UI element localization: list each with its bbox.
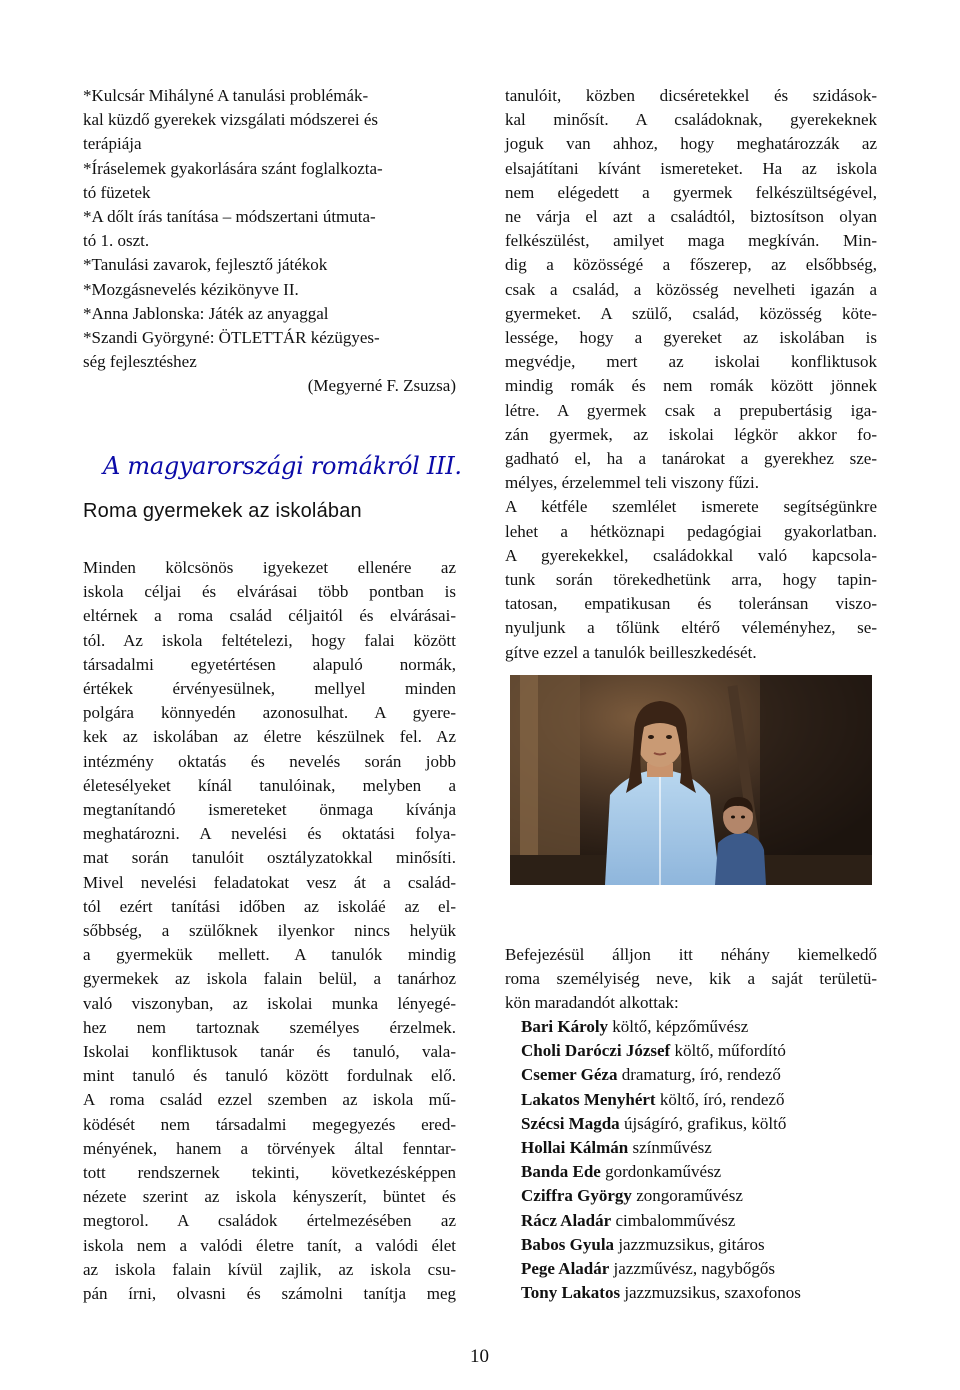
page-number: 10 — [470, 1346, 489, 1367]
person-name: Banda Ede — [521, 1162, 601, 1182]
article-title: A magyarországi romákról III. — [103, 452, 462, 480]
body-line: tatosan, empatikusan és toleránsan viszo- — [505, 594, 877, 614]
body-line: intézmény oktatás és nevelés során jobb — [83, 751, 456, 771]
reference-line: *Mozgásnevelés kézikönyve II. — [83, 279, 299, 299]
list-item — [521, 1112, 881, 1136]
body-line: kek az iskolában az életre készülnek fel. Az — [83, 727, 456, 747]
article-subtitle: Roma gyermekek az iskolában — [83, 500, 362, 522]
person-role: jazzművész, nagybőgős — [609, 1259, 775, 1279]
reference-line: *Anna Jablonska: Játék az anyaggal — [83, 303, 329, 323]
person-name: Choli Daróczi József — [521, 1041, 671, 1061]
body-line: tott rendszernek tekinti, következésképpen — [83, 1163, 456, 1183]
body-line: elsajátítani kívánt ismereteket. Ha az iskola — [505, 158, 877, 178]
list-item — [521, 1136, 881, 1160]
body-line: tunk során törekedhetünk arra, hogy tapin- — [505, 570, 877, 590]
body-line: életesélyeket kínál tanulóinak, melyben a — [83, 775, 456, 795]
body-line: létre. A gyermek csak a prepubertásig iga- — [505, 400, 877, 420]
body-line: A gyerekekkel, családokkal való kapcsola- — [505, 545, 877, 565]
body-line: kön maradandót alkottak: — [505, 993, 679, 1013]
person-name: Babos Gyula — [521, 1234, 615, 1254]
body-line: tanulóit, közben dicséretekkel és szidások- — [505, 86, 877, 105]
body-line: csak a család, a közösség nevelheti igazán a — [505, 279, 877, 299]
body-line: megtorol. A családok értelmezésében az — [83, 1211, 456, 1231]
body-line: meghatározni. A nevelési és oktatási folya- — [83, 824, 456, 844]
person-name: Csemer Géza — [521, 1065, 618, 1085]
person-name: Lakatos Menyhért — [521, 1089, 656, 1109]
person-role: dramaturg, író, rendező — [617, 1065, 781, 1085]
person-name: Rácz Aladár — [521, 1210, 612, 1230]
list-item — [521, 1184, 881, 1208]
body-line: gadható el, ha a tanárokat a gyerekhez sze- — [505, 449, 877, 469]
body-line: Befejezésül álljon itt néhány kiemelkedő — [505, 945, 877, 964]
person-role: zongoraművész — [631, 1186, 743, 1206]
body-line: mélyes, érzelemmel teli viszony fűzi. — [505, 473, 759, 493]
person-name: Bari Károly — [521, 1017, 609, 1036]
body-line: felkészülést, amilyet maga megkíván. Min- — [505, 231, 877, 251]
reference-line: *Íráselemek gyakorlására szánt foglalkozta- — [83, 158, 383, 178]
body-line: az iskola falain kívül zajlik, az iskola csu- — [83, 1259, 456, 1279]
person-role: jazzmuzsikus, gitáros — [614, 1234, 765, 1254]
reference-list — [83, 84, 456, 399]
person-name: Szécsi Magda — [521, 1113, 620, 1133]
body-line: polgára könnyedén azonosulhat. A gyere- — [83, 703, 456, 723]
body-line: pán írni, olvasni és számolni tanítja meg — [83, 1284, 456, 1304]
person-role: költő, képzőművész — [608, 1017, 749, 1036]
body-line: a gyermekük mellett. A tanulók mindig — [83, 945, 456, 965]
conclusion-text — [505, 943, 877, 1016]
body-line: értékek érvényesülnek, mellyel minden — [83, 679, 456, 699]
body-line: roma személyiség neve, kik a saját területü- — [505, 969, 877, 989]
body-line: Mivel nevelési feladatokat vesz át a család- — [83, 872, 456, 892]
body-line: iskola nem a valódi életre tanít, a valódi élet — [83, 1235, 456, 1255]
body-line: tól ezért tanítási időben az iskoláé az el- — [83, 896, 456, 916]
list-item — [521, 1088, 881, 1112]
reference-line: *Szandi Györgyné: ÖTLETTÁR kézügyes- — [83, 328, 380, 348]
person-role: cimbalomművész — [611, 1210, 736, 1230]
body-line: sőbbség, a szülőknek ilyenkor nincs helyük — [83, 921, 456, 941]
person-name: Tony Lakatos — [521, 1283, 621, 1303]
person-role: újságíró, grafikus, költő — [619, 1113, 787, 1133]
body-line: lehet a hétköznapi pedagógiai gyakorlatban. — [505, 521, 877, 541]
body-line: mindig romák és nem romák között jönnek — [505, 376, 877, 396]
reference-line: kal küzdő gyerekek vizsgálati módszerei és — [83, 110, 379, 130]
person-role: költő, író, rendező — [655, 1089, 785, 1109]
list-item — [521, 1257, 881, 1281]
body-line: ködését nem társadalmi megegyezés ered- — [83, 1114, 456, 1134]
reference-line: tó 1. oszt. — [83, 231, 150, 251]
person-name: Pege Aladár — [521, 1259, 610, 1279]
body-line: megvédje, mert az iskolai konfliktusok — [505, 352, 877, 372]
person-name: Cziffra György — [521, 1186, 632, 1206]
list-item — [521, 1160, 881, 1184]
body-line: joguk van ahhoz, hogy meghatározzák az — [505, 134, 877, 154]
body-line: gyermeket. A szülő, család, közösség köte- — [505, 303, 877, 323]
person-role: jazzmuzsikus, szaxofonos — [620, 1283, 801, 1303]
body-line: nézete szerint az iskola kényszerít, büntet és — [83, 1187, 456, 1207]
body-line: zán gyermek, az iskolai légkör akkor fo- — [505, 424, 877, 444]
person-role: színművész — [628, 1138, 712, 1158]
list-item — [521, 1015, 881, 1039]
body-line: nyuljunk a tőlünk eltérő véleményhez, se- — [505, 618, 877, 638]
body-line: eltérnek a roma család céljaitól és elvárásai- — [83, 606, 456, 626]
reference-line: ség fejlesztéshez — [83, 352, 197, 372]
list-item — [521, 1039, 881, 1063]
person-role: költő, műfordító — [670, 1041, 786, 1061]
body-line: iskola céljai és elvárásai több pontban is — [83, 582, 456, 602]
body-line: gítve ezzel a tanulók beilleszkedését. — [505, 642, 757, 662]
author-credit: (Megyerné F. Zsuzsa) — [307, 376, 456, 396]
body-line: tól. Az iskola feltételezi, hogy falai között — [83, 630, 456, 650]
list-item — [521, 1063, 881, 1087]
body-line: való viszonyban, az iskolai munka lényegé- — [83, 993, 456, 1013]
body-line: A roma család ezzel szemben az iskola mű- — [83, 1090, 456, 1110]
body-line: Minden kölcsönös igyekezet ellenére az — [83, 558, 456, 577]
body-line: gyermekek az iskola falain belül, a tanárhoz — [83, 969, 456, 989]
body-line: dig a közösségé a főszerep, az elsőbbség, — [505, 255, 877, 275]
body-line: hez nem tartoznak személyes érzelmek. — [83, 1017, 456, 1037]
body-line: lessége, hogy a gyereket az iskolában is — [505, 328, 877, 348]
body-line: társadalmi egyetértésen alapuló normák, — [83, 654, 456, 674]
body-line: nem elégedett a gyermek felkészültségével, — [505, 182, 877, 202]
body-line: megtanítandó ismereteket önmaga kívánja — [83, 800, 456, 820]
body-line: ményének, hanem a törvények által fenntar- — [83, 1138, 456, 1158]
reference-line: *A dőlt írás tanítása – módszertani útmuta- — [83, 207, 376, 227]
photo-roma-children — [510, 675, 872, 885]
reference-line: tó füzetek — [83, 182, 151, 202]
person-name: Hollai Kálmán — [521, 1138, 629, 1158]
person-role: gordonkaművész — [600, 1162, 722, 1182]
body-line: mint tanuló és tanuló között fordulnak elő. — [83, 1066, 456, 1086]
body-line: kal minősít. A családoknak, gyerekeknek — [505, 110, 877, 130]
body-line: Iskolai konfliktusok tanár és tanuló, vala- — [83, 1042, 456, 1062]
notable-people-list — [521, 1015, 881, 1305]
photo-illustration — [510, 675, 872, 885]
reference-line: *Kulcsár Mihályné A tanulási problémák- — [83, 86, 369, 105]
body-line: A kétféle szemlélet ismerete segítségünkre — [505, 497, 877, 517]
body-line: ne várja el azt a családtól, biztosítson olyan — [505, 207, 877, 227]
list-item — [521, 1233, 881, 1257]
body-line: mat során tanulóit osztályzatokkal minősíti. — [83, 848, 456, 868]
left-body-text — [83, 556, 456, 1306]
reference-line: *Tanulási zavarok, fejlesztő játékok — [83, 255, 328, 275]
reference-line: terápiája — [83, 134, 142, 154]
list-item — [521, 1281, 881, 1305]
right-body-text — [505, 84, 877, 665]
list-item — [521, 1209, 881, 1233]
